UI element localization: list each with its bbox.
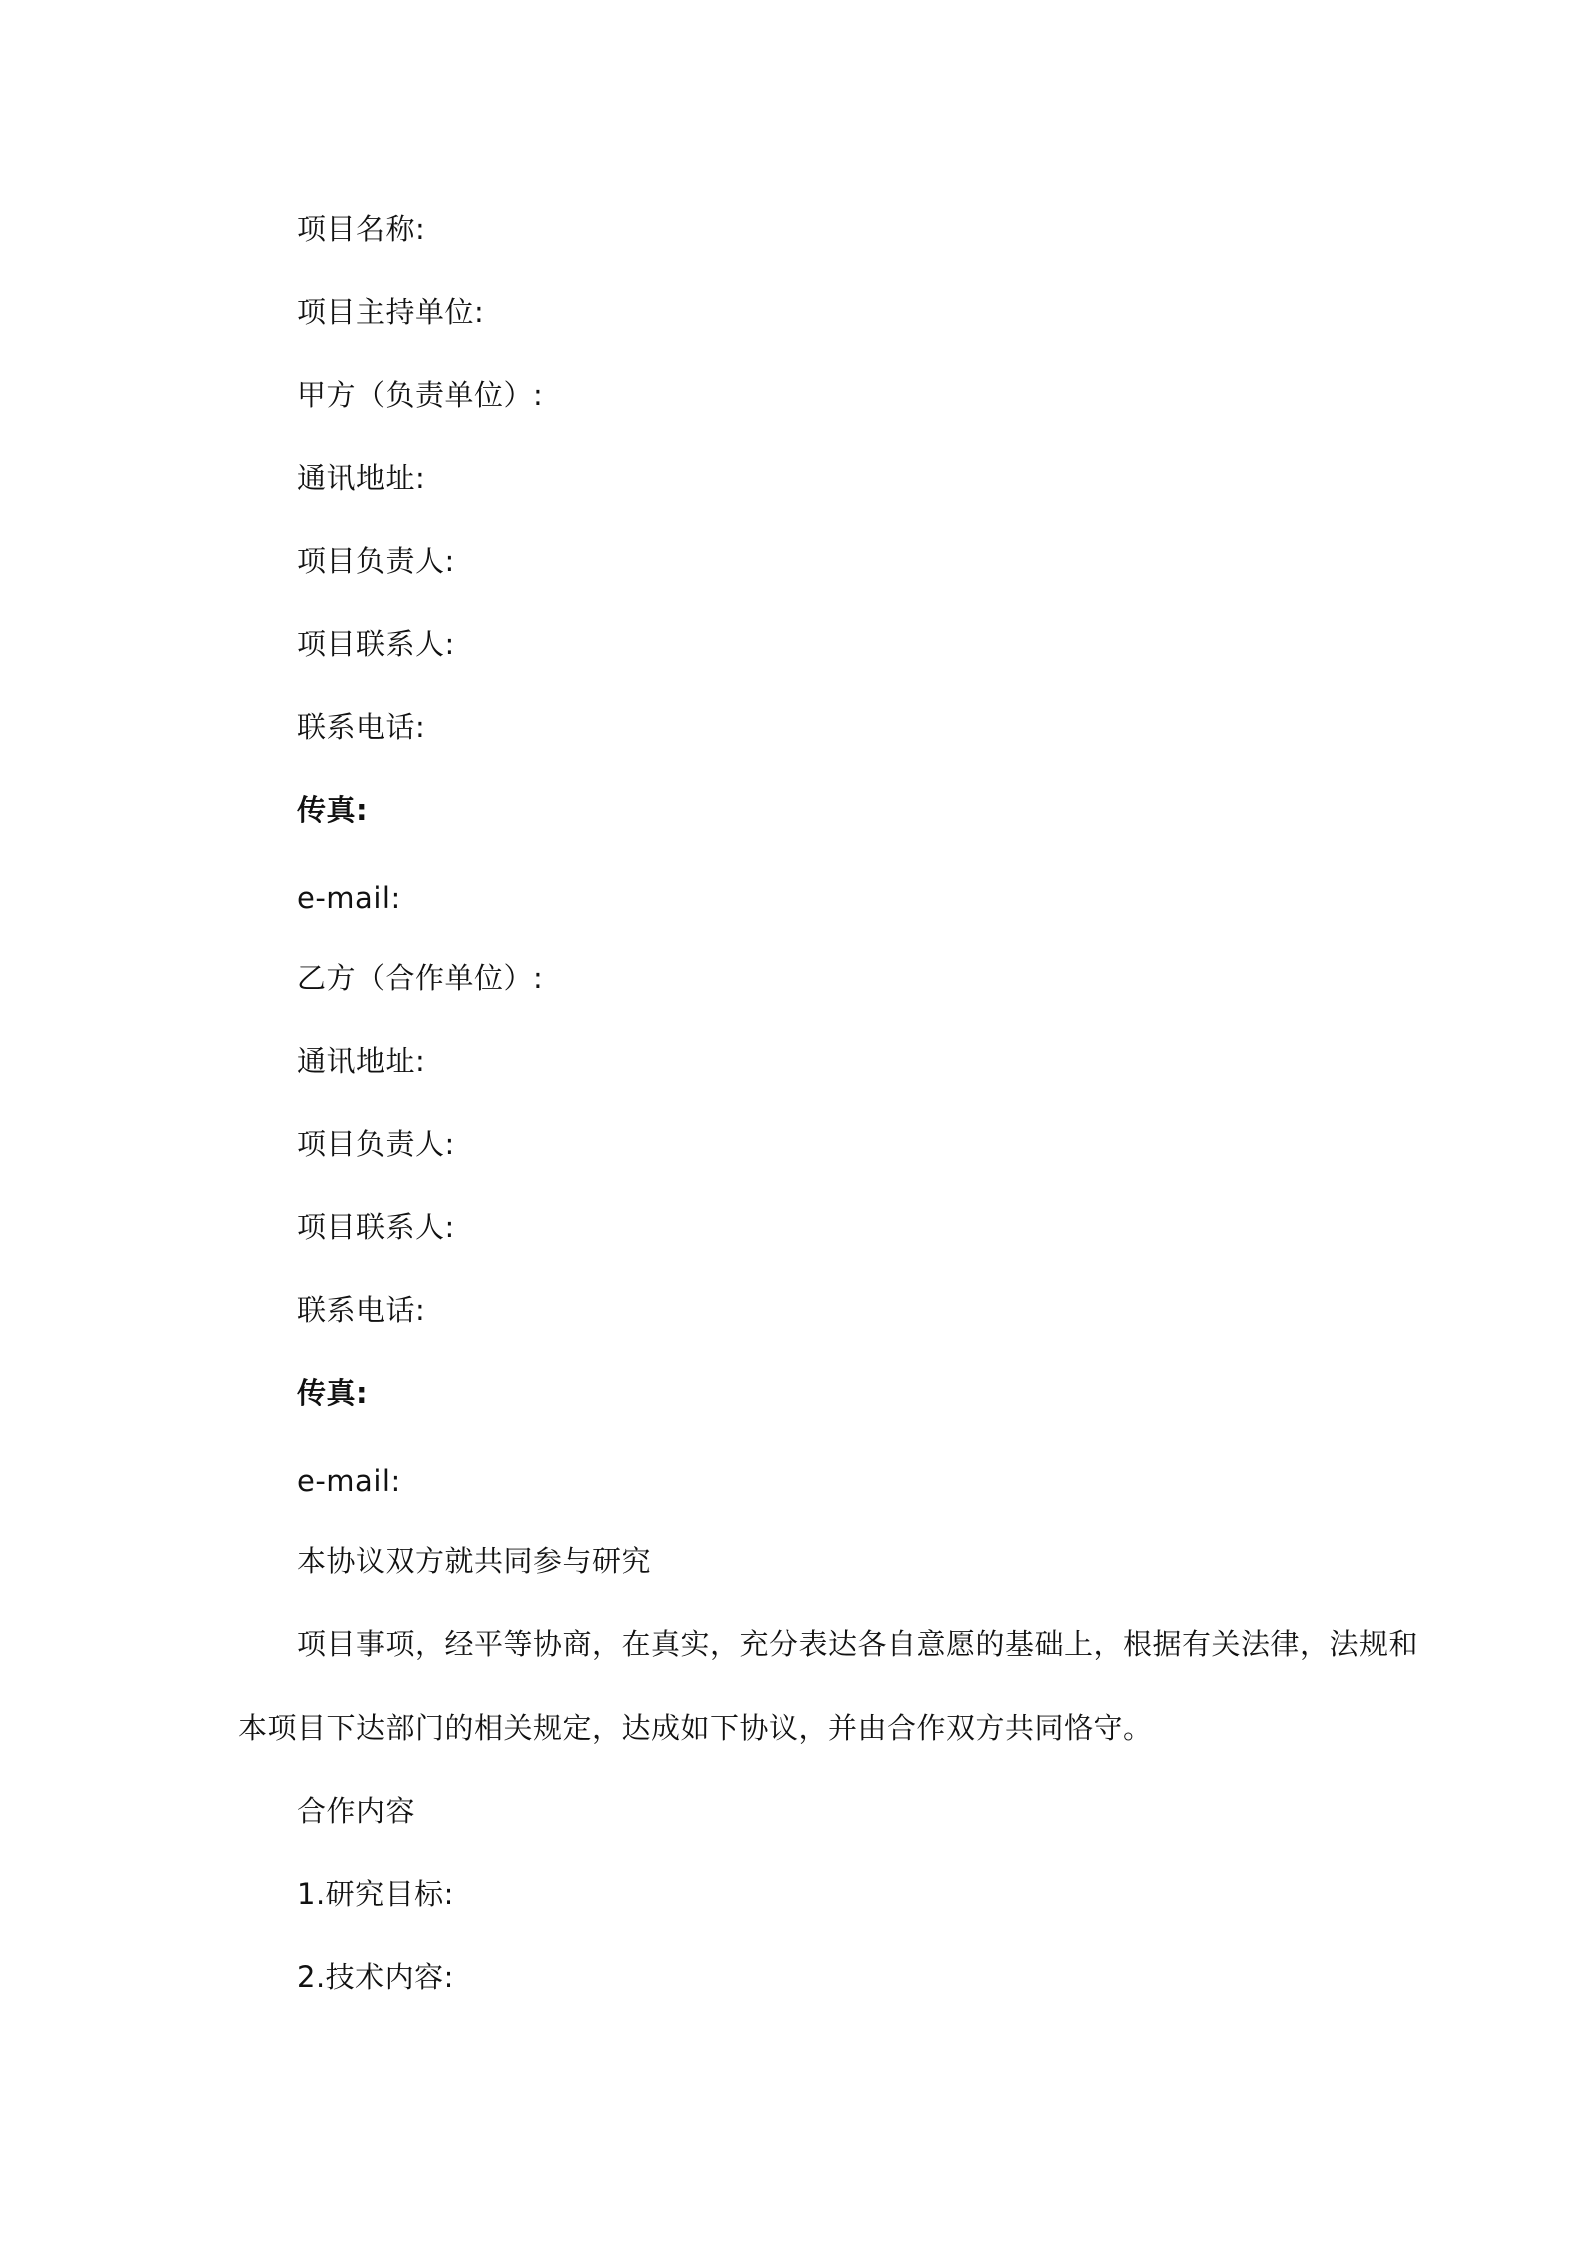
cooperation-heading: 合作内容 [297, 1794, 416, 1828]
technical-content-item: 2.技术内容: [297, 1960, 454, 1994]
agreement-paragraph-line-2: 本项目下达部门的相关规定，达成如下协议，并由合作双方共同恪守。 [238, 1711, 1153, 1745]
party-a-leader-label: 项目负责人: [297, 544, 455, 578]
party-a-label: 甲方（负责单位）: [297, 378, 544, 412]
agreement-intro: 本协议双方就共同参与研究 [297, 1544, 652, 1578]
project-name-label: 项目名称: [297, 212, 426, 246]
agreement-paragraph-line-1: 项目事项，经平等协商，在真实，充分表达各自意愿的基础上，根据有关法律，法规和 [297, 1627, 1419, 1661]
party-b-contact-label: 项目联系人: [297, 1210, 455, 1244]
party-b-leader-label: 项目负责人: [297, 1127, 455, 1161]
party-b-email-label: e-mail: [297, 1464, 401, 1498]
party-b-address-label: 通讯地址: [297, 1044, 426, 1078]
party-a-address-label: 通讯地址: [297, 461, 426, 495]
party-a-contact-label: 项目联系人: [297, 627, 455, 661]
party-a-phone-label: 联系电话: [297, 710, 426, 744]
party-b-phone-label: 联系电话: [297, 1293, 426, 1327]
party-b-fax-label: 传真: [297, 1376, 369, 1410]
host-unit-label: 项目主持单位: [297, 295, 485, 329]
research-goal-item: 1.研究目标: [297, 1877, 454, 1911]
party-a-fax-label: 传真: [297, 793, 369, 827]
party-b-label: 乙方（合作单位）: [297, 961, 544, 995]
party-a-email-label: e-mail: [297, 881, 401, 915]
